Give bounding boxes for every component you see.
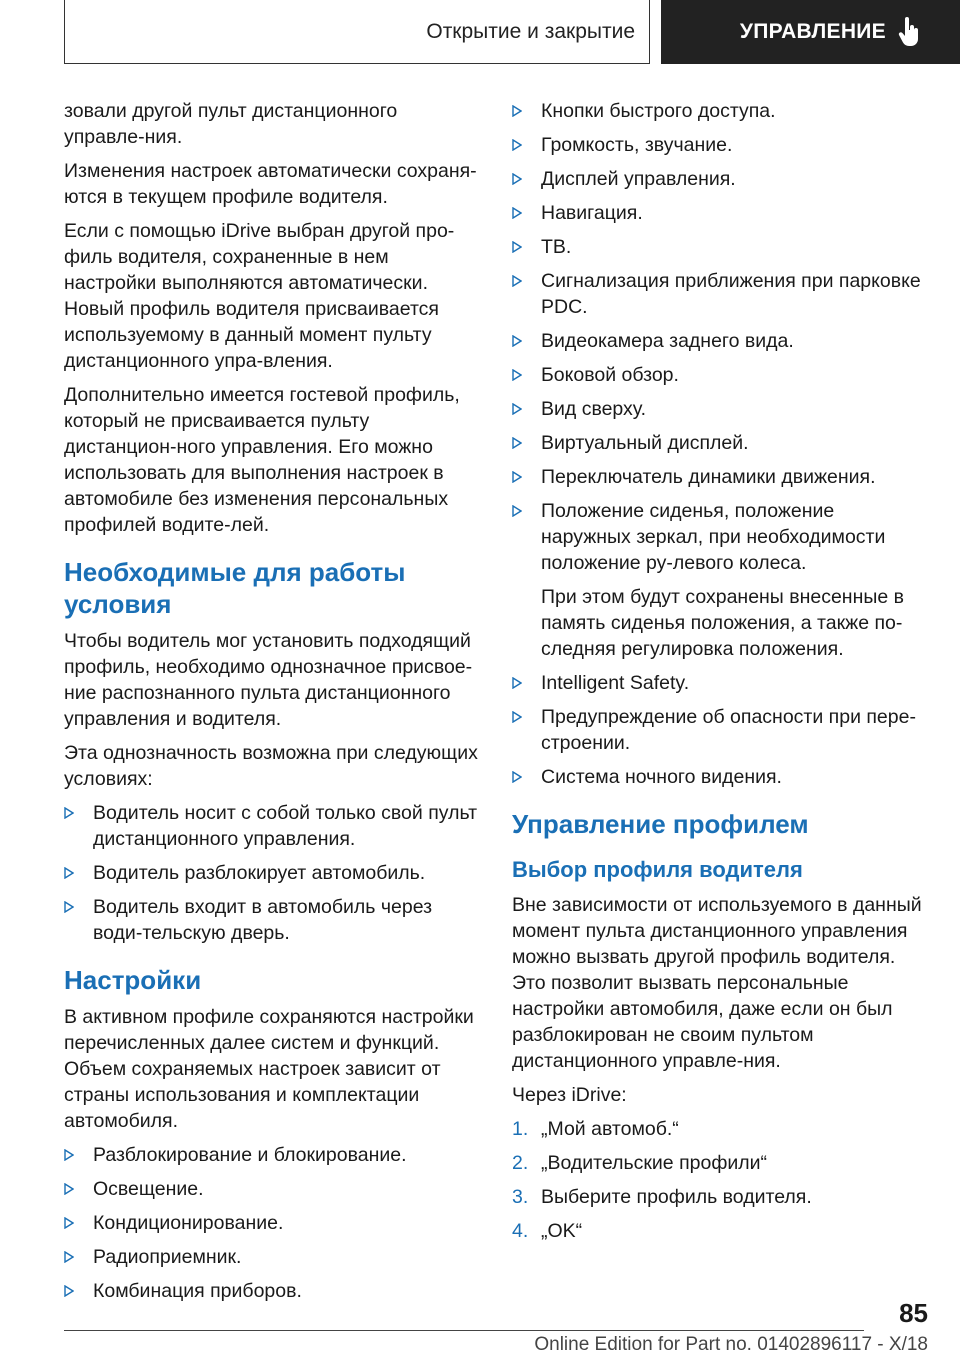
- triangle-bullet-icon: [512, 139, 522, 151]
- triangle-bullet-icon: [512, 335, 522, 347]
- steps-list: [512, 1116, 928, 1244]
- heading-profile-management: Управление профилем: [512, 809, 809, 839]
- triangle-bullet-icon: [64, 1149, 74, 1161]
- list-item: Intelligent Safety.: [512, 670, 928, 696]
- chapter-title: УПРАВЛЕНИЕ: [739, 20, 886, 43]
- list-item: Кондиционирование.: [64, 1210, 480, 1236]
- triangle-bullet-icon: [512, 711, 522, 723]
- triangle-bullet-icon: [512, 275, 522, 287]
- paragraph: зовали другой пульт дистанционного управле-ния.: [64, 100, 398, 148]
- heading-select-profile: Выбор профиля водителя: [512, 857, 803, 882]
- settings-list: [64, 1142, 480, 1304]
- list-item: Водитель разблокирует автомобиль.: [64, 860, 480, 886]
- triangle-bullet-icon: [512, 369, 522, 381]
- list-item: Разблокирование и блокирование.: [64, 1142, 480, 1168]
- triangle-bullet-icon: [512, 105, 522, 117]
- section-title: Открытие и закрытие: [426, 19, 635, 43]
- triangle-bullet-icon: [512, 241, 522, 253]
- triangle-bullet-icon: [64, 1217, 74, 1229]
- heading-settings: Настройки: [64, 965, 202, 995]
- list-item: Кнопки быстрого доступа.: [512, 98, 928, 124]
- triangle-bullet-icon: [512, 677, 522, 689]
- list-item: Радиоприемник.: [64, 1244, 480, 1270]
- conditions-list: [64, 800, 480, 946]
- triangle-bullet-icon: [512, 403, 522, 415]
- right-column: [512, 98, 928, 1252]
- list-item: Боковой обзор.: [512, 362, 928, 388]
- left-column: [64, 98, 480, 1312]
- list-item: Дисплей управления.: [512, 166, 928, 192]
- list-item: ТВ.: [512, 234, 928, 260]
- list-item: Система ночного видения.: [512, 764, 928, 790]
- step-item: 2. „Водительские профили“: [512, 1152, 768, 1174]
- triangle-bullet-icon: [64, 901, 74, 913]
- running-header-chapter: [661, 0, 960, 64]
- list-item: Положение сиденья, положение наружных зеркал, при необходимости положение ру-левого колеса. При этом будут сохранены внесенные в память сиденья положения, а также по-следняя регулировка положения.: [512, 498, 928, 662]
- paragraph: Чтобы водитель мог установить подходящий профиль, необходимо однозначное присвое-ние распознанного пульта дистанционного управления и водителя.: [64, 630, 473, 730]
- paragraph: В активном профиле сохраняются настройки перечисленных далее систем и функций. Объем сохраняемых настроек зависит от страны использования и комплектации автомобиля.: [64, 1006, 474, 1132]
- triangle-bullet-icon: [64, 1285, 74, 1297]
- step-number: 4.: [512, 1220, 529, 1242]
- paragraph: Вне зависимости от используемого в данный момент пульта дистанционного управления можно вызвать другой профиль водителя. Это позволит вызвать персональные настройки автомобиля, даже если он был разблокирован не своим пультом дистанционного управле-ния.: [512, 894, 922, 1072]
- triangle-bullet-icon: [64, 807, 74, 819]
- step-item: 3. Выберите профиль водителя.: [512, 1186, 812, 1208]
- paragraph: Дополнительно имеется гостевой профиль, который не присваивается пульту дистанцион-ного управления. Его можно использовать для выполнения настроек в автомобиле без изменения персональных профилей водите-лей.: [64, 384, 460, 536]
- list-item: Виртуальный дисплей.: [512, 430, 928, 456]
- triangle-bullet-icon: [64, 1251, 74, 1263]
- step-number: 2.: [512, 1152, 529, 1174]
- list-item: Освещение.: [64, 1176, 480, 1202]
- triangle-bullet-icon: [64, 1183, 74, 1195]
- paragraph: Изменения настроек автоматически сохраня-ются в текущем профиле водителя.: [64, 160, 477, 208]
- triangle-bullet-icon: [64, 867, 74, 879]
- seat-note: При этом будут сохранены внесенные в память сиденья положения, а также по-следняя регулировка положения.: [541, 586, 904, 660]
- step-number: 3.: [512, 1186, 529, 1208]
- triangle-bullet-icon: [512, 771, 522, 783]
- hand-pointer-icon: [898, 17, 922, 47]
- page-number: 85: [899, 1298, 928, 1328]
- footer-divider: [64, 1330, 864, 1331]
- step-number: 1.: [512, 1118, 529, 1140]
- list-item: Переключатель динамики движения.: [512, 464, 928, 490]
- list-item: Громкость, звучание.: [512, 132, 928, 158]
- step-item: 1. „Мой автомоб.“: [512, 1118, 679, 1140]
- paragraph: Через iDrive:: [512, 1084, 627, 1106]
- triangle-bullet-icon: [512, 173, 522, 185]
- settings-list-continued: [512, 98, 928, 790]
- footer-edition: Online Edition for Part no. 01402896117 - X/18: [534, 1334, 928, 1355]
- triangle-bullet-icon: [512, 471, 522, 483]
- list-item: Предупреждение об опасности при пере-строении.: [512, 704, 928, 756]
- paragraph: Эта однозначность возможна при следующих условиях:: [64, 742, 478, 790]
- list-item: Видеокамера заднего вида.: [512, 328, 928, 354]
- triangle-bullet-icon: [512, 207, 522, 219]
- list-item: Вид сверху.: [512, 396, 928, 422]
- list-item: Комбинация приборов.: [64, 1278, 480, 1304]
- paragraph: Если с помощью iDrive выбран другой про-филь водителя, сохраненные в нем настройки выполняются автоматически. Новый профиль водителя присваивается используемому в данный момент пульту дистанционного упра-вления.: [64, 220, 455, 372]
- triangle-bullet-icon: [512, 505, 522, 517]
- step-item: 4. „OK“: [512, 1220, 583, 1242]
- triangle-bullet-icon: [512, 437, 522, 449]
- list-item: Водитель носит с собой только свой пульт дистанционного управления.: [64, 800, 480, 852]
- list-item: Навигация.: [512, 200, 928, 226]
- heading-conditions: Необходимые для работы условия: [64, 557, 406, 619]
- list-item: Сигнализация приближения при парковке PDC.: [512, 268, 928, 320]
- running-header-section: [64, 0, 650, 64]
- list-item: Водитель входит в автомобиль через води-тельскую дверь.: [64, 894, 480, 946]
